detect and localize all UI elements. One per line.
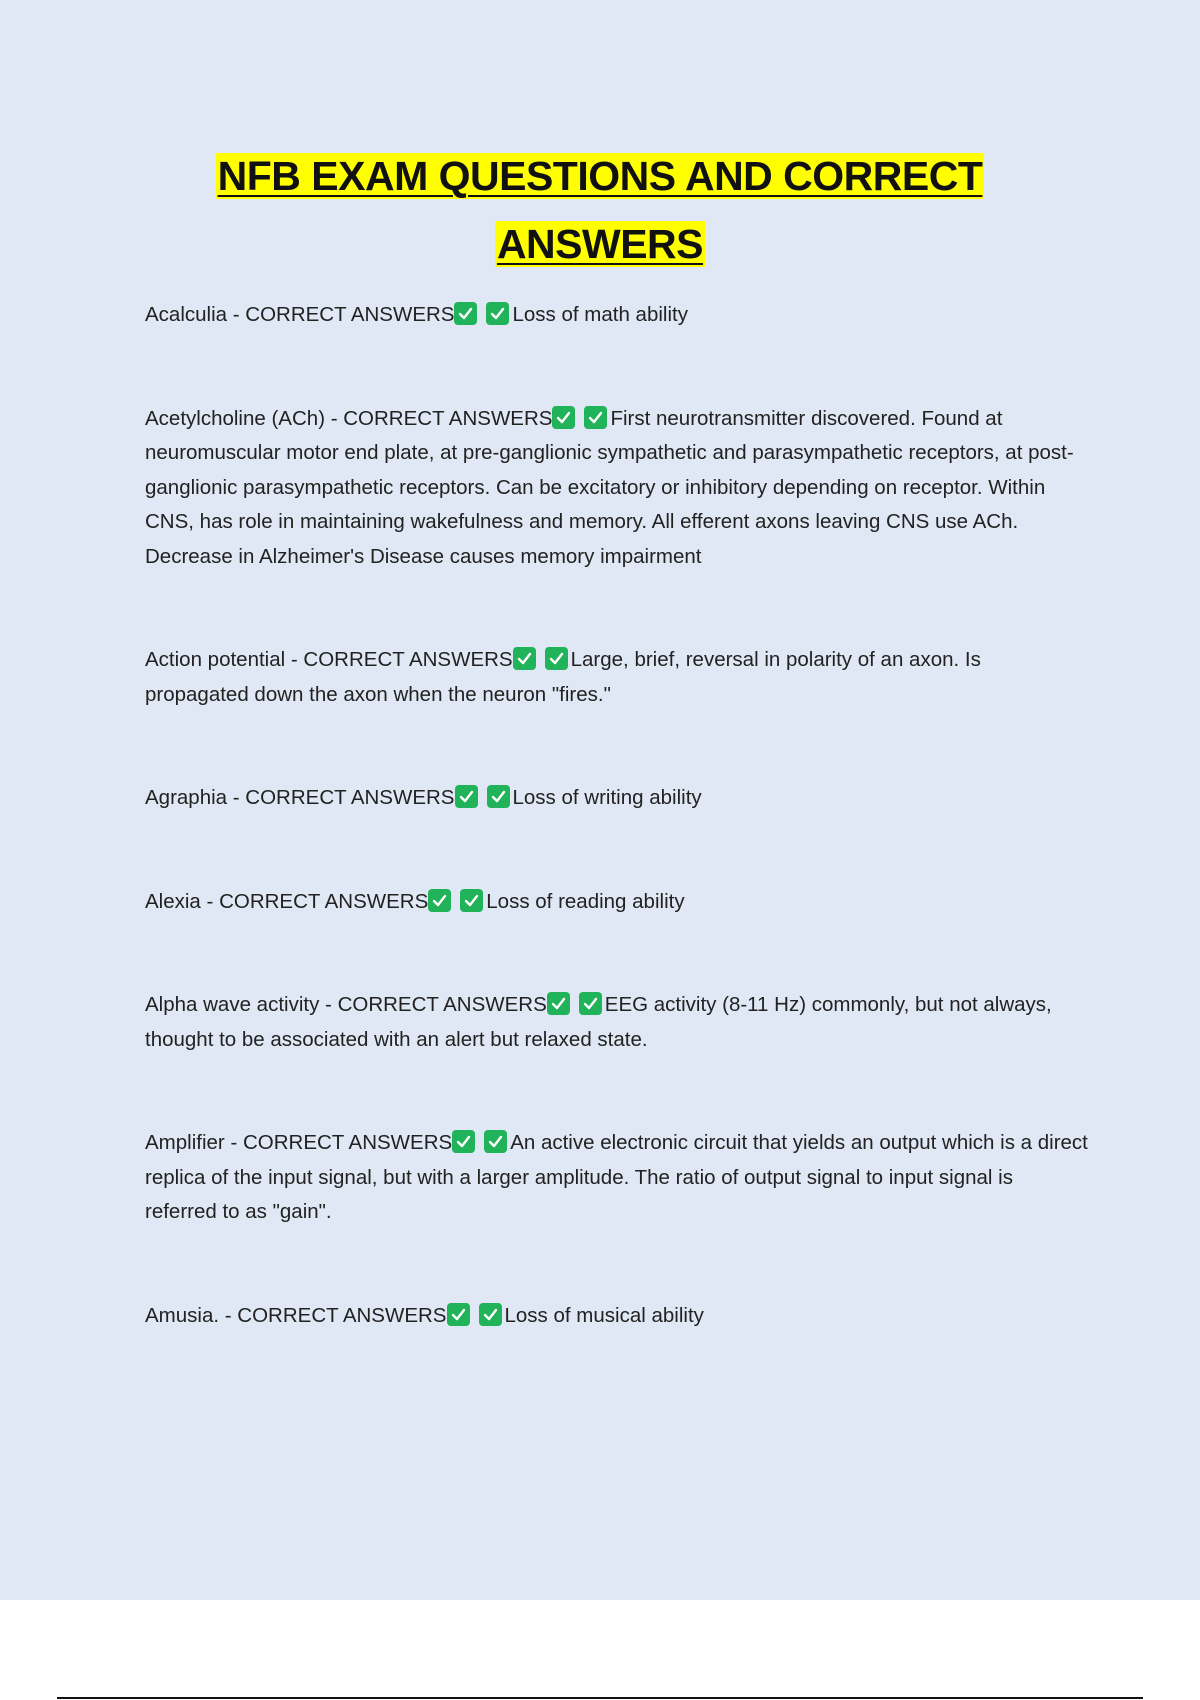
green-checkbox-icon [584,406,607,429]
entry-answer: Loss of writing ability [512,786,702,809]
green-checkbox-icon [484,1130,507,1153]
answer-label: CORRECT ANSWERS [245,303,455,326]
list-item: Alpha wave activity - CORRECT ANSWERS EEG activity (8-11 Hz) commonly, but not always, thought to be associated with an alert but relaxed state. [145,993,1052,1051]
entry-term: Amusia. [145,1303,220,1327]
green-checkbox-icon [428,889,451,912]
answer-label: CORRECT ANSWERS [245,786,455,809]
green-checkbox-icon [513,647,536,670]
entry-answer: Loss of musical ability [504,1303,704,1327]
green-checkbox-icon [486,302,509,325]
entry-answer: Large, brief, reversal in polarity of an axon. Is propagated down the axon when the neuron "fires." [145,648,981,706]
answer-label: CORRECT ANSWERS [242,1131,453,1154]
list-item: Amplifier - CORRECT ANSWERS An active electronic circuit that yields an output which is a direct replica of the input signal, but with a larger amplitude. The ratio of output signal to input signal is referred to as "gain". [145,1131,1088,1223]
green-checkbox-icon [454,302,477,325]
entry-list [145,298,1090,1402]
entry-term: Alpha wave activity [145,993,320,1016]
entry-answer: EEG activity (8-11 Hz) commonly, but not always, thought to be associated with an alert but relaxed state. [145,993,1052,1051]
footer-divider [57,1697,1143,1699]
entry-term: Acalculia [145,303,228,326]
green-checkbox-icon [460,889,483,912]
entry-term: Alexia [145,889,201,913]
entry-term: Agraphia [145,786,228,809]
green-checkbox-icon [545,647,568,670]
green-checkbox-icon [547,992,570,1015]
entry-answer: First neurotransmitter discovered. Found at neuromuscular motor end plate, at pre-ganglionic sympathetic and parasympathetic receptors, at post-ganglionic parasympathetic receptors. Can be excitatory or inhibitory depending on receptor. Within CNS, has role in maintaining wakefulness and memory. All efferent axons leaving CNS use ACh. Decrease in Alzheimer's Disease causes memory impairment [145,406,1074,568]
list-item: Action potential - CORRECT ANSWERS Large, brief, reversal in polarity of an axon. Is propagated down the axon when the neuron "fires." [145,648,981,706]
list-item: Alexia - CORRECT ANSWERS Loss of reading ability [145,889,685,913]
green-checkbox-icon [487,785,510,808]
entry-term: Amplifier [145,1131,225,1154]
answer-label: CORRECT ANSWERS [303,648,513,671]
green-checkbox-icon [455,785,478,808]
answer-label: CORRECT ANSWERS [343,406,553,430]
green-checkbox-icon [452,1130,475,1153]
answer-label: CORRECT ANSWERS [219,889,429,913]
title-block [0,142,1200,278]
green-checkbox-icon [479,1303,502,1326]
green-checkbox-icon [579,992,602,1015]
list-item: Amusia. - CORRECT ANSWERS Loss of musical ability [145,1303,704,1327]
green-checkbox-icon [447,1303,470,1326]
entry-term: Acetylcholine (ACh) [145,406,326,430]
answer-label: CORRECT ANSWERS [237,1303,447,1327]
list-item: Acalculia - CORRECT ANSWERS Loss of math ability [145,303,688,326]
entry-answer: Loss of reading ability [486,889,685,913]
entry-answer: An active electronic circuit that yields an output which is a direct replica of the input signal, but with a larger amplitude. The ratio of output signal to input signal is referred to as "gain". [145,1131,1088,1223]
entry-term: Action potential [145,648,286,671]
list-item: Agraphia - CORRECT ANSWERS Loss of writing ability [145,786,702,809]
green-checkbox-icon [552,406,575,429]
entry-answer: Loss of math ability [512,303,688,326]
document-title: NFB EXAM QUESTIONS AND CORRECT ANSWERS [217,153,983,267]
answer-label: CORRECT ANSWERS [337,993,547,1016]
list-item: Acetylcholine (ACh) - CORRECT ANSWERS First neurotransmitter discovered. Found at neuromuscular motor end plate, at pre-ganglionic sympathetic and parasympathetic receptors, at post-ganglionic parasympathetic receptors. Can be excitatory or inhibitory depending on receptor. Within CNS, has role in maintaining wakefulness and memory. All efferent axons leaving CNS use ACh. Decrease in Alzheimer's Disease causes memory impairment [145,406,1074,568]
